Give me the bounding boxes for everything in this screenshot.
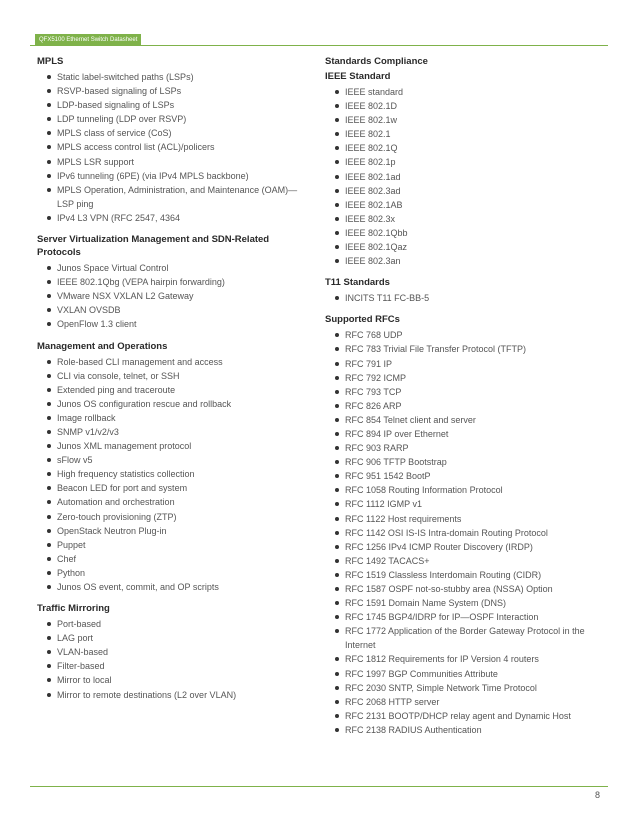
list-item: IPv6 tunneling (6PE) (via IPv4 MPLS backbone) bbox=[37, 169, 307, 183]
list-item: Port-based bbox=[37, 617, 307, 631]
list-item: SNMP v1/v2/v3 bbox=[37, 425, 307, 439]
ieee-list bbox=[325, 85, 610, 268]
list-item: LDP tunneling (LDP over RSVP) bbox=[37, 112, 307, 126]
list-item: RFC 768 UDP bbox=[325, 328, 610, 342]
list-item: IEEE 802.1ad bbox=[325, 170, 610, 184]
management-list bbox=[37, 355, 307, 595]
list-item: RFC 1058 Routing Information Protocol bbox=[325, 483, 610, 497]
list-item: MPLS access control list (ACL)/policers bbox=[37, 140, 307, 154]
list-item: Filter-based bbox=[37, 659, 307, 673]
list-item: High frequency statistics collection bbox=[37, 467, 307, 481]
t11-standards-heading: T11 Standards bbox=[325, 277, 390, 289]
list-item: LAG port bbox=[37, 631, 307, 645]
list-item: RFC 1745 BGP4/IDRP for IP—OSPF Interaction bbox=[325, 610, 610, 624]
page-number: 8 bbox=[594, 790, 600, 800]
right-column bbox=[325, 55, 610, 737]
list-item: IEEE 802.1w bbox=[325, 113, 610, 127]
list-item: Mirror to remote destinations (L2 over VLAN) bbox=[37, 688, 307, 702]
list-item: RFC 894 IP over Ethernet bbox=[325, 427, 610, 441]
footer-rule bbox=[30, 786, 608, 787]
list-item: CLI via console, telnet, or SSH bbox=[37, 369, 307, 383]
list-item: Python bbox=[37, 566, 307, 580]
list-item: Static label-switched paths (LSPs) bbox=[37, 70, 307, 84]
list-item: Chef bbox=[37, 552, 307, 566]
standards-compliance-heading: Standards Compliance bbox=[325, 56, 428, 67]
list-item: RFC 1812 Requirements for IP Version 4 routers bbox=[325, 652, 610, 666]
list-item: IEEE 802.3x bbox=[325, 212, 610, 226]
list-item: OpenFlow 1.3 client bbox=[37, 317, 307, 331]
list-item: IEEE 802.1D bbox=[325, 99, 610, 113]
list-item: RFC 2131 BOOTP/DHCP relay agent and Dynamic Host bbox=[325, 709, 610, 723]
server-virtualization-list bbox=[37, 261, 307, 331]
list-item: Junos OS configuration rescue and rollback bbox=[37, 397, 307, 411]
list-item: Role-based CLI management and access bbox=[37, 355, 307, 369]
list-item: Mirror to local bbox=[37, 673, 307, 687]
list-item: IEEE 802.1Qaz bbox=[325, 240, 610, 254]
list-item: Junos OS event, commit, and OP scripts bbox=[37, 580, 307, 594]
list-item: IEEE standard bbox=[325, 85, 610, 99]
management-heading: Management and Operations bbox=[37, 340, 168, 352]
list-item: RFC 826 ARP bbox=[325, 399, 610, 413]
list-item: RFC 1587 OSPF not-so-stubby area (NSSA) Option bbox=[325, 582, 610, 596]
list-item: OpenStack Neutron Plug-in bbox=[37, 524, 307, 538]
list-item: IEEE 802.1p bbox=[325, 155, 610, 169]
list-item: RFC 2068 HTTP server bbox=[325, 695, 610, 709]
list-item: MPLS LSR support bbox=[37, 155, 307, 169]
list-item: MPLS class of service (CoS) bbox=[37, 126, 307, 140]
list-item: RFC 854 Telnet client and server bbox=[325, 413, 610, 427]
list-item: Puppet bbox=[37, 538, 307, 552]
list-item: RFC 1997 BGP Communities Attribute bbox=[325, 667, 610, 681]
list-item: RFC 1492 TACACS+ bbox=[325, 554, 610, 568]
list-item: VLAN-based bbox=[37, 645, 307, 659]
list-item: IEEE 802.1Qbg (VEPA hairpin forwarding) bbox=[37, 275, 307, 289]
list-item: IEEE 802.1AB bbox=[325, 198, 610, 212]
list-item: RFC 1142 OSI IS-IS Intra-domain Routing Protocol bbox=[325, 526, 610, 540]
list-item: RFC 783 Trivial File Transfer Protocol (TFTP) bbox=[325, 342, 610, 356]
list-item: RFC 2030 SNTP, Simple Network Time Protocol bbox=[325, 681, 610, 695]
list-item: RFC 1519 Classless Interdomain Routing (CIDR) bbox=[325, 568, 610, 582]
list-item: RSVP-based signaling of LSPs bbox=[37, 84, 307, 98]
list-item: sFlow v5 bbox=[37, 453, 307, 467]
traffic-mirroring-list bbox=[37, 617, 307, 702]
document-title-tab: QFX5100 Ethernet Switch Datasheet bbox=[35, 34, 141, 46]
mpls-heading: MPLS bbox=[37, 56, 64, 67]
list-item: Beacon LED for port and system bbox=[37, 481, 307, 495]
server-virtualization-heading: Server Virtualization Management and SDN-Related Protocols bbox=[37, 234, 270, 259]
list-item: RFC 951 1542 BootP bbox=[325, 469, 610, 483]
list-item: IEEE 802.3an bbox=[325, 254, 610, 268]
list-item: Image rollback bbox=[37, 411, 307, 425]
list-item: Junos Space Virtual Control bbox=[37, 261, 307, 275]
list-item: RFC 1256 IPv4 ICMP Router Discovery (IRDP) bbox=[325, 540, 610, 554]
list-item: RFC 1772 Application of the Border Gateway Protocol in the Internet bbox=[325, 624, 610, 652]
list-item: RFC 1122 Host requirements bbox=[325, 512, 610, 526]
left-column bbox=[37, 55, 307, 702]
list-item: Automation and orchestration bbox=[37, 495, 307, 509]
list-item: VMware NSX VXLAN L2 Gateway bbox=[37, 289, 307, 303]
list-item: RFC 1112 IGMP v1 bbox=[325, 497, 610, 511]
rfc-list bbox=[325, 328, 610, 737]
list-item: IEEE 802.1 bbox=[325, 127, 610, 141]
list-item: IPv4 L3 VPN (RFC 2547, 4364 bbox=[37, 211, 307, 225]
list-item: RFC 2138 RADIUS Authentication bbox=[325, 723, 610, 737]
list-item: RFC 903 RARP bbox=[325, 441, 610, 455]
list-item: IEEE 802.1Q bbox=[325, 141, 610, 155]
traffic-mirroring-heading: Traffic Mirroring bbox=[37, 603, 110, 615]
mpls-list bbox=[37, 70, 307, 225]
list-item: RFC 906 TFTP Bootstrap bbox=[325, 455, 610, 469]
ieee-standard-heading: IEEE Standard bbox=[325, 71, 391, 82]
list-item: Extended ping and traceroute bbox=[37, 383, 307, 397]
list-item: RFC 792 ICMP bbox=[325, 371, 610, 385]
list-item: RFC 1591 Domain Name System (DNS) bbox=[325, 596, 610, 610]
list-item: VXLAN OVSDB bbox=[37, 303, 307, 317]
list-item: MPLS Operation, Administration, and Maintenance (OAM)—LSP ping bbox=[37, 183, 307, 211]
list-item: IEEE 802.1Qbb bbox=[325, 226, 610, 240]
list-item: RFC 791 IP bbox=[325, 357, 610, 371]
list-item: Junos XML management protocol bbox=[37, 439, 307, 453]
list-item: RFC 793 TCP bbox=[325, 385, 610, 399]
list-item: LDP-based signaling of LSPs bbox=[37, 98, 307, 112]
supported-rfcs-heading: Supported RFCs bbox=[325, 314, 400, 326]
list-item: INCITS T11 FC-BB-5 bbox=[325, 291, 610, 305]
list-item: Zero-touch provisioning (ZTP) bbox=[37, 510, 307, 524]
list-item: IEEE 802.3ad bbox=[325, 184, 610, 198]
t11-list bbox=[325, 291, 610, 305]
